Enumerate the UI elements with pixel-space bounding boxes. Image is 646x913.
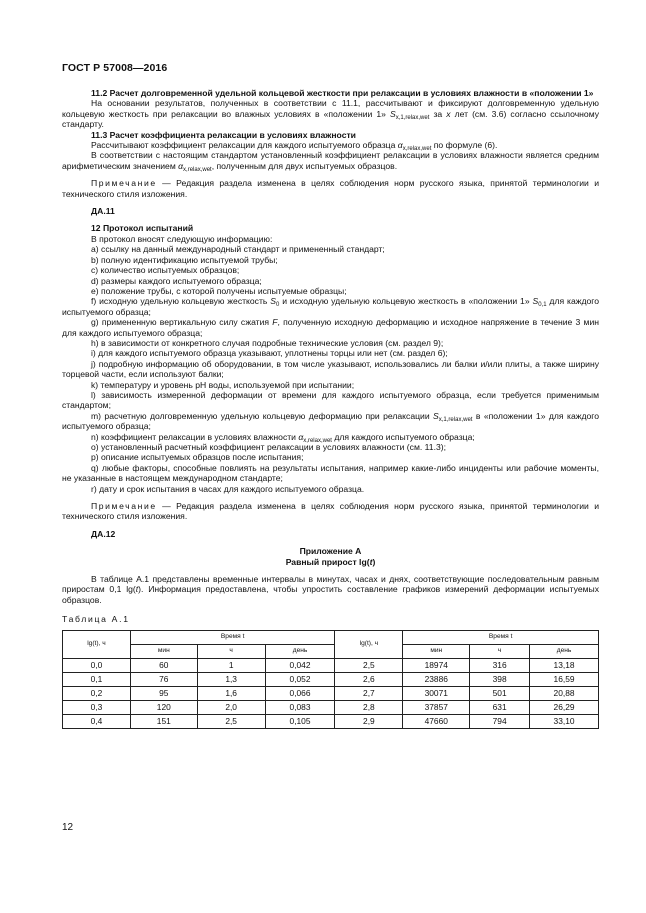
table-cell: 0,0 [63,658,131,672]
table-subheader: ч [197,644,265,658]
section-12-title: 12 Протокол испытаний [91,223,194,234]
table-cell: 60 [130,658,197,672]
table-header-time-left: Время t [130,630,335,644]
list-item-g: g) примененную вертикальную силу сжатия F, полученную исходную деформацию и исходное напряжение в течение 3 мин для каждого испытуемого образца; [62,317,599,338]
table-cell: 398 [470,672,530,686]
section-11-3-paragraph-2: В соответствии с настоящим стандартом установленный коэффициент релаксации в условиях влажности является средним арифметическим значением $\alpha_{x,relax,wet}$, полученным для двух испытуемых образцов. [62,150,599,173]
da-12-label: ДА.12 [91,528,116,539]
table-cell: 0,2 [63,686,131,700]
annex-paragraph: В таблице А.1 представлены временные интервалы в минутах, часах и днях, соответствующие последовательным равным приростам 0,1 lg(t). Информация предоставлена, чтобы упростить составление графиков измерений деформации испытуемых образцов. [62,574,599,605]
list-item-r: r) дату и срок испытания в часах для каждого испытуемого образца. [91,483,365,494]
table-subheader: ч [470,644,530,658]
section-11-3-title: 11.3 Расчет коэффициента релаксации в условиях влажности [91,129,356,140]
table-cell: 120 [130,700,197,714]
table-row [63,700,599,714]
table-header-lg-right: lg(t), ч [335,630,403,658]
table-cell: 631 [470,700,530,714]
table-cell: 2,9 [335,714,403,728]
table-cell: 2,5 [197,714,265,728]
table-cell: 13,18 [530,658,599,672]
table-caption: Таблица А.1 [62,614,130,625]
table-cell: 0,083 [265,700,335,714]
list-item-a: a) ссылку на данный международный стандарт и примененный стандарт; [91,244,385,255]
list-item-m: m) расчетную долговременную удельную кольцевую деформацию при релаксации $S_{x,1,relax,wet}$ в «положении 1» для каждого испытуемого образца; [62,410,599,432]
list-item-e: e) положение трубы, с которой получены испытуемые образцы; [91,285,347,296]
list-item-q: q) любые факторы, способные повлиять на результаты испытания, например какие-либо инциденты или рабочие моменты, не указанные в настоящем международном стандарте; [62,462,599,484]
table-cell: 316 [470,658,530,672]
table-cell: 0,105 [265,714,335,728]
table-subheader: мин [130,644,197,658]
section-11-2-paragraph: На основании результатов, полученных в соответствии с 11.1, рассчитывают и фиксируют долговременную удельную кольцевую жесткость при релаксации во влажных условиях в «положении 1» $S_{x,1,relax,wet}$ за x лет (см. 3.6) согласно ссылочному стандарту. [62,98,599,130]
table-cell: 37857 [403,700,470,714]
table-cell: 76 [130,672,197,686]
table-cell: 20,88 [530,686,599,700]
table-cell: 16,59 [530,672,599,686]
table-cell: 2,8 [335,700,403,714]
table-cell: 95 [130,686,197,700]
list-item-n: n) коэффициент релаксации в условиях влажности $\alpha_{x,relax,wet}$ для каждого испытуемого образца; [91,431,475,444]
section-11-3-paragraph-1: Рассчитывают коэффициент релаксации для каждого испытуемого образца $\alpha_{x,relax,wet}$ по формуле (6). [91,140,498,153]
table-header-time-right: Время t [403,630,599,644]
table-cell: 23886 [403,672,470,686]
table-cell: 0,3 [63,700,131,714]
table-cell: 1 [197,658,265,672]
list-item-f: f) исходную удельную кольцевую жесткость $S_0$ и исходную удельную кольцевую жесткость в «положении 1» $S_{0,1}$ для каждого испытуемого образца; [62,296,599,317]
annex-title: Приложение А [299,546,362,557]
table-cell: 2,6 [335,672,403,686]
da-11-label: ДА.11 [91,206,115,217]
table-cell: 151 [130,714,197,728]
table-a1 [62,630,599,729]
list-item-k: k) температуру и уровень pH воды, используемой при испытании; [91,379,355,390]
table-cell: 501 [470,686,530,700]
table-cell: 2,0 [197,700,265,714]
table-cell: 18974 [403,658,470,672]
list-item-o: o) установленный расчетный коэффициент релаксации в условиях влажности (см. 11.3); [91,442,446,452]
table-cell: 30071 [403,686,470,700]
table-row [63,658,599,672]
table-cell: 0,1 [63,672,131,686]
list-item-j: j) подробную информацию об оборудовании, в том числе указывают, использовались ли балки и/или плиты, а также ширину торцевой части, если используют балки; [62,358,599,380]
annex-subtitle: Равный прирост lg(t) [285,556,376,567]
table-row [63,686,599,700]
list-item-d: d) размеры каждого испытуемого образца; [91,275,262,286]
document-header: ГОСТ Р 57008—2016 [62,62,168,74]
list-item-c: c) количество испытуемых образцов; [91,265,240,276]
table-cell: 33,10 [530,714,599,728]
table-header-lg-left: lg(t), ч [63,630,131,658]
table-subheader: день [530,644,599,658]
table-cell: 1,3 [197,672,265,686]
list-item-b: b) полную идентификацию испытуемой трубы; [91,254,278,265]
table-cell: 26,29 [530,700,599,714]
section-11-2-title: 11.2 Расчет долговременной удельной кольцевой жесткости при релаксации в условиях влажности в «положении 1» [91,88,594,98]
table-cell: 0,042 [265,658,335,672]
table-subheader: мин [403,644,470,658]
table-cell: 2,7 [335,686,403,700]
section-12-intro: В протокол вносят следующую информацию: [91,233,273,244]
note-1: Примечание — Редакция раздела изменена в целях соблюдения норм русского языка, принятой терминологии и технического стиля изложения. [62,178,599,199]
page-number: 12 [62,822,74,833]
document-body [62,88,599,729]
table-subheader: день [265,644,335,658]
table-row [63,714,599,728]
table-cell: 0,4 [63,714,131,728]
table-cell: 1,6 [197,686,265,700]
table-cell: 47660 [403,714,470,728]
list-item-h: h) в зависимости от конкретного случая подробные технические условия (см. раздел 9); [91,337,444,348]
list-item-p: p) описание испытуемых образцов после испытания; [91,452,304,463]
table-cell: 0,066 [265,686,335,700]
table-cell: 2,5 [335,658,403,672]
table-cell: 0,052 [265,672,335,686]
table-cell: 794 [470,714,530,728]
list-item-l: l) зависимость измеренной деформации от времени для каждого испытуемого образца, если требуется применимым стандартом; [62,389,599,411]
table-row [63,672,599,686]
note-2: Примечание — Редакция раздела изменена в целях соблюдения норм русского языка, принятой терминологии и технического стиля изложения. [62,501,599,522]
list-item-i: i) для каждого испытуемого образца указывают, уплотнены торцы или нет (см. раздел 6); [91,348,448,359]
